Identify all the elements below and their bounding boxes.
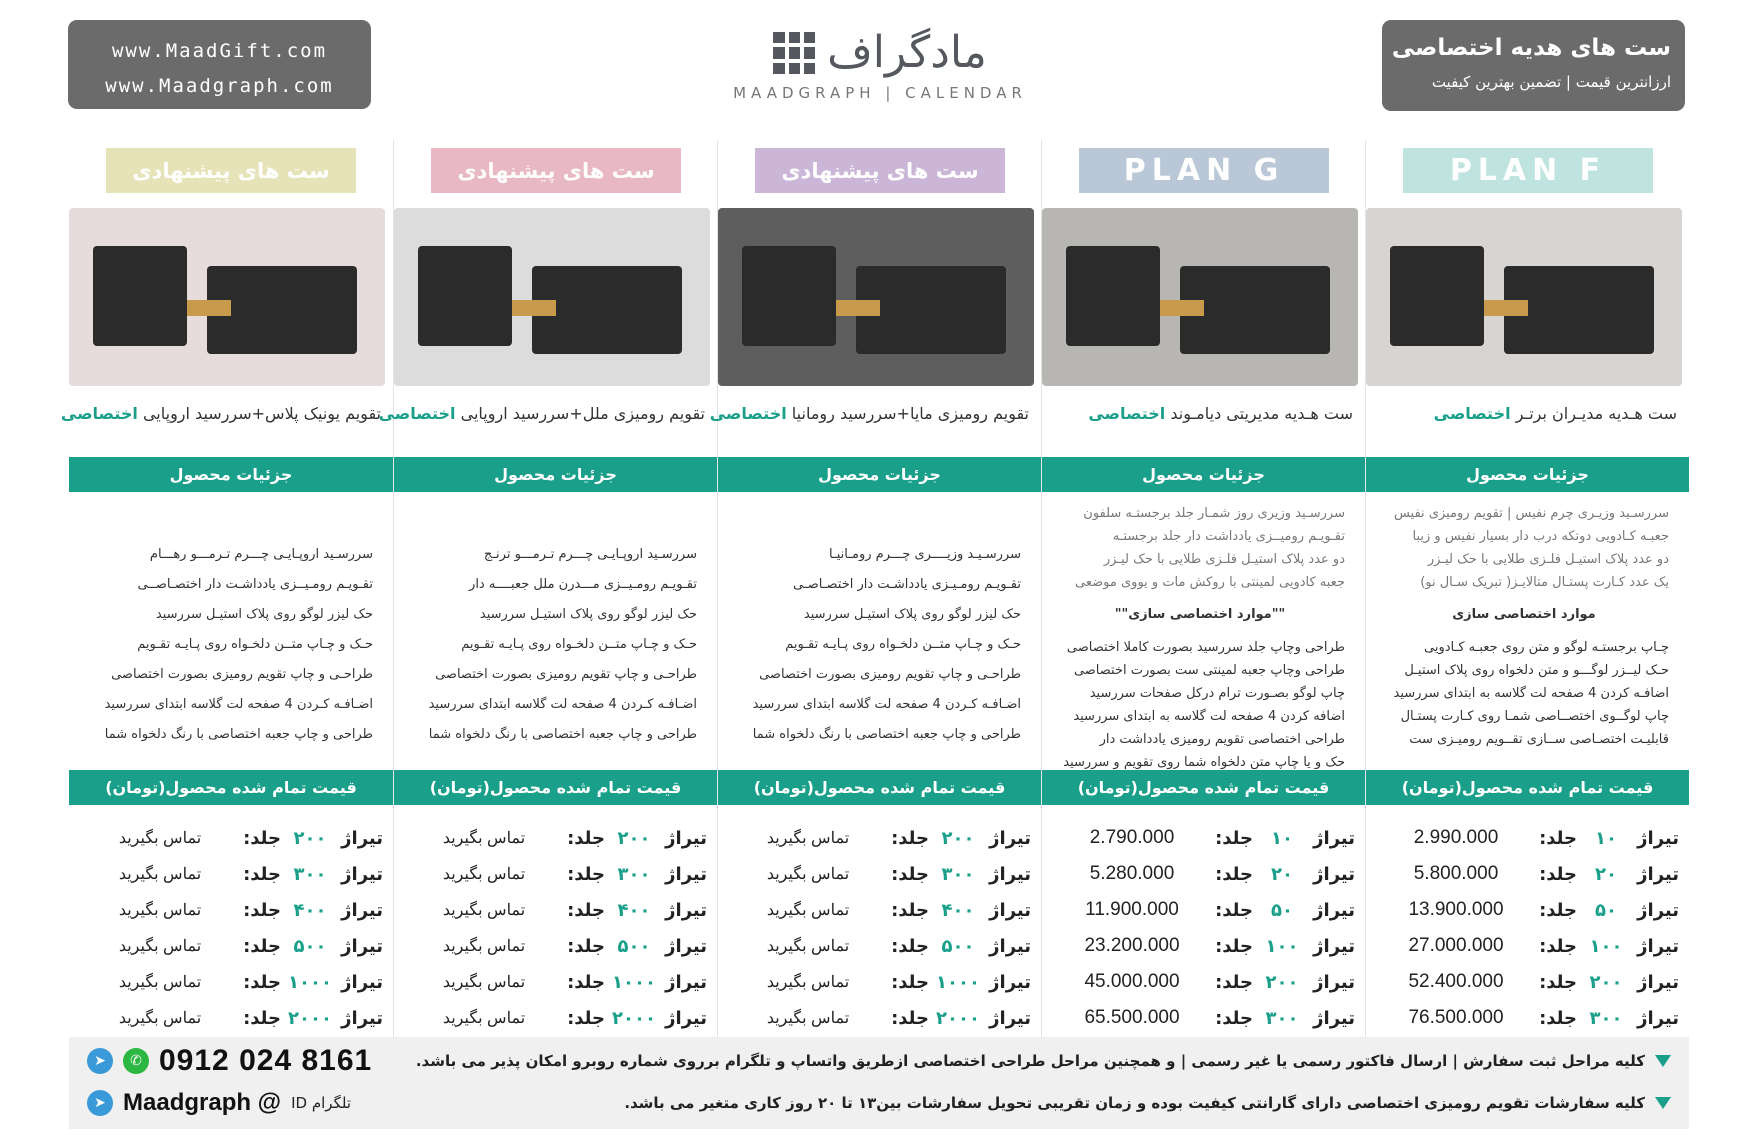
jeld-label: جلد:: [567, 863, 605, 885]
price-row: [731, 856, 1031, 892]
price-value: 52.400.000: [1408, 971, 1504, 992]
price-row: [83, 964, 383, 1000]
tiraj-label: تیراژ: [989, 935, 1031, 957]
product-name: تقویم رومیزی ملل+سررسید اروپایی اختصاصی: [378, 404, 705, 423]
price-row: [1055, 892, 1355, 928]
quantity: ۱۰۰: [1265, 935, 1299, 957]
quantity: ۲۰۰۰: [936, 1007, 980, 1029]
quantity: ۵۰: [1271, 899, 1293, 921]
details-line: حـک و چـاپ متــن دلخـواه روی پـایـه تقـویم: [785, 637, 1021, 652]
tiraj-label: تیراژ: [665, 971, 707, 993]
product-column: [1041, 140, 1365, 1065]
jeld-label: جلد:: [243, 827, 281, 849]
price-row: [1379, 928, 1679, 964]
page-subtitle: ارزانترین قیمت | تضمین بهترین کیفیت: [1431, 73, 1671, 91]
quantity: ۴۰۰: [293, 899, 327, 921]
price-row: [407, 856, 707, 892]
details-line: اضـافـه کـردن 4 صفحه لت گلاسه ابتدای سررسید: [428, 697, 697, 712]
jeld-label: جلد:: [243, 863, 281, 885]
product-details: [83, 502, 373, 750]
jeld-label: جلد:: [891, 1007, 929, 1029]
tiraj-label: تیراژ: [1313, 827, 1355, 849]
product-column: [709, 140, 1041, 1065]
quantity: ۲۰: [1271, 863, 1293, 885]
product-column: [378, 140, 717, 1065]
tiraj-label: تیراژ: [989, 971, 1031, 993]
details-line: اضافـه کردن 4 صفحه لت گلاسه به ابتدای سررسید: [1393, 686, 1669, 701]
product-details: [1379, 502, 1669, 751]
phone-contact: [87, 1041, 372, 1081]
tiraj-label: تیراژ: [341, 899, 383, 921]
quantity: ۳۰۰: [617, 863, 651, 885]
page-title: ست های هدیه اختصاصی: [1391, 35, 1671, 61]
product-name-highlight: اختصاصی: [378, 404, 456, 423]
tiraj-label: تیراژ: [341, 863, 383, 885]
triangle-bullet-icon: [1655, 1055, 1671, 1067]
tiraj-label: تیراژ: [665, 827, 707, 849]
quantity: ۳۰۰: [1589, 1007, 1623, 1029]
jeld-label: جلد:: [567, 1007, 605, 1029]
column-banner: ست های پیشنهادی: [431, 148, 681, 193]
details-header: جزئیات محصول: [718, 457, 1041, 492]
details-line: حـک و چـاپ متــن دلخـواه روی پـایـه تقـویم: [137, 637, 373, 652]
price-row: [83, 820, 383, 856]
price-table: [407, 820, 707, 1036]
quantity: ۵۰: [1595, 899, 1617, 921]
desk-calendar-image: [1390, 246, 1484, 346]
gold-plate-image: [1160, 300, 1204, 316]
details-line: طراحی اختصاصی تقویم رومیزی یادداشت دار: [1099, 732, 1345, 747]
website-link-1[interactable]: www.MaadGift.com: [111, 40, 328, 62]
price-value[interactable]: تماس بگیرید: [442, 830, 526, 847]
details-line: تقـویـم رومـیــزی مـــدرن ملل جعبــــه دار: [469, 577, 697, 592]
jeld-label: جلد:: [1539, 863, 1577, 885]
price-row: [407, 892, 707, 928]
product-details: [731, 502, 1021, 750]
price-value[interactable]: تماس بگیرید: [766, 1010, 850, 1027]
price-value[interactable]: تماس بگیرید: [766, 974, 850, 991]
tiraj-label: تیراژ: [989, 1007, 1031, 1029]
price-value[interactable]: تماس بگیرید: [118, 902, 202, 919]
price-value[interactable]: تماس بگیرید: [442, 866, 526, 883]
tiraj-label: تیراژ: [1313, 971, 1355, 993]
price-row: [731, 892, 1031, 928]
price-value[interactable]: تماس بگیرید: [118, 1010, 202, 1027]
details-intro-line: یک عدد کـارت پستـال متالایـز( تبریک سـال نو): [1420, 575, 1669, 590]
tiraj-label: تیراژ: [989, 899, 1031, 921]
details-line: طراحی وچاپ جلد سررسید بصورت کاملا اختصاصی: [1066, 640, 1345, 655]
price-header: قیمت تمام شده محصول(تومان): [394, 770, 717, 805]
quantity: ۴۰۰: [617, 899, 651, 921]
details-section-title: موارد اختصاصی سازی: [1452, 607, 1596, 622]
details-line: طراحـی و چاپ تقویم رومیزی بصورت اختصاصی: [759, 667, 1021, 682]
price-value: 2.790.000: [1089, 827, 1175, 848]
details-line: چـاپ برجستـه لوگو و متن روی جعبـه کـادویی: [1424, 640, 1669, 655]
product-column: [60, 140, 393, 1065]
price-value: 13.900.000: [1408, 899, 1504, 920]
product-photo: [69, 208, 385, 386]
details-intro-line: دو عدد پلاک استیـل فلـزی طلایی با حک لیـزر: [1103, 552, 1345, 567]
jeld-label: جلد:: [567, 935, 605, 957]
price-value[interactable]: تماس بگیرید: [118, 830, 202, 847]
price-row: [1379, 964, 1679, 1000]
product-name: ست هـدیه مدیـران برتـر اختصاصی: [1433, 404, 1677, 423]
tiraj-label: تیراژ: [1313, 1007, 1355, 1029]
product-name-highlight: اختصاصی: [1433, 404, 1511, 423]
gold-plate-image: [1484, 300, 1528, 316]
tiraj-label: تیراژ: [989, 827, 1031, 849]
tiraj-label: تیراژ: [665, 863, 707, 885]
price-row: [1055, 856, 1355, 892]
website-link-2[interactable]: www.Maadgraph.com: [105, 75, 334, 97]
price-row: [1379, 1000, 1679, 1036]
quantity: ۱۰: [1271, 827, 1293, 849]
price-row: [1055, 964, 1355, 1000]
jeld-label: جلد:: [567, 899, 605, 921]
product-name-highlight: اختصاصی: [1088, 404, 1166, 423]
quantity: ۵۰۰: [293, 935, 327, 957]
price-row: [1055, 928, 1355, 964]
product-name: تقویم رومیزی مایا+سررسید رومانیا اختصاصی: [709, 404, 1029, 423]
quantity: ۲۰۰۰: [288, 1007, 332, 1029]
details-line: اضـافـه کـردن 4 صفحه لت گلاسه ابتدای سررسید: [104, 697, 373, 712]
telegram-icon[interactable]: ➤: [87, 1048, 113, 1074]
logo-wordmark: مادگراف: [827, 27, 987, 78]
price-row: [407, 820, 707, 856]
column-banner: PLAN G: [1079, 148, 1329, 193]
tiraj-label: تیراژ: [1637, 971, 1679, 993]
gold-plate-image: [836, 300, 880, 316]
jeld-label: جلد:: [1539, 827, 1577, 849]
jeld-label: جلد:: [1215, 863, 1253, 885]
price-table: [1379, 820, 1679, 1036]
telegram-icon[interactable]: ➤: [87, 1090, 113, 1116]
price-value: 45.000.000: [1084, 971, 1180, 992]
product-photo: [718, 208, 1034, 386]
product-columns: [60, 140, 1689, 1065]
product-name: تقویم یونیک پلاس+سررسید اروپایی اختصاصی: [60, 404, 381, 423]
quantity: ۱۰۰۰: [288, 971, 332, 993]
price-value[interactable]: تماس بگیرید: [766, 830, 850, 847]
details-line: قابلیـت اختصـاصی ســازی تقــویم رومیـزی ست: [1409, 732, 1669, 747]
phone-number[interactable]: 0912 024 8161: [159, 1044, 373, 1077]
jeld-label: جلد:: [1539, 935, 1577, 957]
quantity: ۲۰۰: [617, 827, 651, 849]
details-line: حک لیزر لوگو روی پلاک استیـل سررسید: [479, 607, 697, 622]
quantity: ۴۰۰: [941, 899, 975, 921]
product-details: [1055, 502, 1345, 774]
quantity: ۲۰۰: [1265, 971, 1299, 993]
jeld-label: جلد:: [1539, 899, 1577, 921]
jeld-label: جلد:: [243, 899, 281, 921]
price-value: 76.500.000: [1408, 1007, 1504, 1028]
gold-plate-image: [512, 300, 556, 316]
details-section-title: ""موارد اختصاصی سازی"": [1114, 607, 1286, 622]
product-name-highlight: اختصاصی: [709, 404, 787, 423]
price-row: [83, 1000, 383, 1036]
details-header: جزئیات محصول: [394, 457, 717, 492]
telegram-contact: [87, 1083, 351, 1123]
details-line: اضـافـه کـردن 4 صفحه لت گلاسه ابتدای سررسید: [752, 697, 1021, 712]
price-row: [731, 820, 1031, 856]
quantity: ۳۰۰: [293, 863, 327, 885]
jeld-label: جلد:: [243, 1007, 281, 1029]
quantity: ۱۰۰: [1589, 935, 1623, 957]
details-line: طراحـی و چاپ تقویم رومیزی بصورت اختصاصی: [111, 667, 373, 682]
quantity: ۲۰۰: [941, 827, 975, 849]
quantity: ۵۰۰: [941, 935, 975, 957]
details-line: طراحـی و چاپ تقویم رومیزی بصورت اختصاصی: [435, 667, 697, 682]
jeld-label: جلد:: [891, 899, 929, 921]
jeld-label: جلد:: [243, 971, 281, 993]
tiraj-label: تیراژ: [341, 935, 383, 957]
price-value[interactable]: تماس بگیرید: [766, 866, 850, 883]
desk-calendar-image: [418, 246, 512, 346]
price-value[interactable]: تماس بگیرید: [118, 974, 202, 991]
product-name-highlight: اختصاصی: [60, 404, 138, 423]
column-banner: PLAN F: [1403, 148, 1653, 193]
price-value: 2.990.000: [1413, 827, 1499, 848]
logo-subtitle: MAADGRAPH | CALENDAR: [733, 84, 1027, 102]
quantity: ۳۰۰: [941, 863, 975, 885]
price-row: [1379, 856, 1679, 892]
details-line: سررسـید اروپـایـی چـــرم تـرمـــو ترنـج: [483, 547, 697, 562]
price-value[interactable]: تماس بگیرید: [118, 938, 202, 955]
jeld-label: جلد:: [1215, 899, 1253, 921]
price-value[interactable]: تماس بگیرید: [442, 1010, 526, 1027]
tiraj-label: تیراژ: [341, 827, 383, 849]
product-name: ست هـدیه مدیریتی دیامـوند اختصاصی: [1088, 404, 1353, 423]
footer-note-2: [624, 1083, 1671, 1123]
grid-logo-icon: [773, 32, 815, 74]
details-line: حک لیزر لوگو روی پلاک استیـل سررسید: [803, 607, 1021, 622]
price-row: [1379, 892, 1679, 928]
details-line: چاپ لوگو بصـورت ترام درکل صفحات سررسید: [1089, 686, 1345, 701]
price-value[interactable]: تماس بگیرید: [442, 902, 526, 919]
price-header: قیمت تمام شده محصول(تومان): [718, 770, 1041, 805]
price-row: [407, 928, 707, 964]
price-value[interactable]: تماس بگیرید: [442, 938, 526, 955]
jeld-label: جلد:: [1215, 1007, 1253, 1029]
quantity: ۲۰: [1595, 863, 1617, 885]
price-row: [1055, 1000, 1355, 1036]
jeld-label: جلد:: [1215, 935, 1253, 957]
price-header: قیمت تمام شده محصول(تومان): [69, 770, 393, 805]
product-photo: [1042, 208, 1358, 386]
details-line: حـک و چـاپ متــن دلخـواه روی پـایـه تقـویم: [461, 637, 697, 652]
details-line: طراحی و چاپ جعبه اختصاصی با رنگ دلخواه شما: [104, 727, 373, 742]
website-box: [68, 20, 371, 109]
price-row: [1055, 820, 1355, 856]
price-row: [83, 892, 383, 928]
details-line: حک لیزر لوگو روی پلاک استیـل سررسید: [155, 607, 373, 622]
quantity: ۱۰: [1595, 827, 1617, 849]
price-value[interactable]: تماس بگیرید: [766, 938, 850, 955]
quantity: ۱۰۰۰: [936, 971, 980, 993]
details-line: چاپ لوگــوی اختصــاصی شمـا روی کـارت پستـال: [1400, 709, 1669, 724]
tiraj-label: تیراژ: [1637, 1007, 1679, 1029]
details-intro-line: سررسـید وزیـری چرم نفیس | تقویم رومیزی نفیس: [1393, 506, 1669, 521]
details-intro-line: جعبـه کـادویی دوتکه درب دار بسیار نفیس و زیبا: [1412, 529, 1669, 544]
price-value: 65.500.000: [1084, 1007, 1180, 1028]
price-value: 27.000.000: [1408, 935, 1504, 956]
details-line: سررسـیـد وزیــــری چـــرم رومـانیـا: [828, 547, 1021, 562]
footer-note-1-text: کلیه مراحل ثبت سفارش | ارسال فاکتور رسمی یا غیر رسمی | و همچنین مراحل طراحی اختصاصی ازطریق واتساپ و تلگرام برروی شماره روبرو امکان پذیر می باشد.: [415, 1052, 1645, 1070]
price-value: 23.200.000: [1084, 935, 1180, 956]
column-banner: ست های پیشنهادی: [106, 148, 356, 193]
price-row: [83, 856, 383, 892]
details-line: تقـویـم رومـیــزی یادداشـت دار اختصـاصــی: [137, 577, 373, 592]
product-column: [1365, 140, 1689, 1065]
telegram-label: ID تلگرام: [291, 1094, 351, 1112]
price-value[interactable]: تماس بگیرید: [766, 902, 850, 919]
desk-calendar-image: [1066, 246, 1160, 346]
price-table: [1055, 820, 1355, 1036]
product-photo: [1366, 208, 1682, 386]
price-row: [731, 964, 1031, 1000]
price-row: [731, 1000, 1031, 1036]
tiraj-label: تیراژ: [1313, 863, 1355, 885]
column-banner: ست های پیشنهادی: [755, 148, 1005, 193]
details-intro-line: جعبه کادویی لمینتی با روکش مات و یووی موضعی: [1075, 575, 1345, 590]
details-line: طراحی و چاپ جعبه اختصاصی با رنگ دلخواه شما: [752, 727, 1021, 742]
details-line: طراحی و چاپ جعبه اختصاصی با رنگ دلخواه شما: [428, 727, 697, 742]
price-row: [407, 1000, 707, 1036]
footer-note-1: [416, 1041, 1671, 1081]
tiraj-label: تیراژ: [665, 899, 707, 921]
tiraj-label: تیراژ: [1637, 827, 1679, 849]
jeld-label: جلد:: [1215, 971, 1253, 993]
price-table: [83, 820, 383, 1036]
footer-note-2-text: کلیه سفارشات تقویم رومیزی اختصاصی دارای گارانتی کیفیت بوده و زمان تقریبی تحویل سفارشات بین۱۳ تا ۲۰ روز کاری متغیر می باشد.: [624, 1094, 1645, 1112]
jeld-label: جلد:: [891, 935, 929, 957]
jeld-label: جلد:: [891, 863, 929, 885]
tiraj-label: تیراژ: [341, 971, 383, 993]
jeld-label: جلد:: [243, 935, 281, 957]
details-line: سررسـید اروپـایـی چـــرم تـرمـــو رهـــام: [149, 547, 373, 562]
quantity: ۲۰۰: [293, 827, 327, 849]
brand-logo: [700, 28, 1060, 113]
tiraj-label: تیراژ: [341, 1007, 383, 1029]
details-header: جزئیات محصول: [69, 457, 393, 492]
price-row: [731, 928, 1031, 964]
price-value[interactable]: تماس بگیرید: [118, 866, 202, 883]
details-intro-line: تقـویـم رومیــزی یادداشت دار جلد برجستـه: [1112, 529, 1345, 544]
price-row: [1379, 820, 1679, 856]
triangle-bullet-icon: [1655, 1097, 1671, 1109]
product-details: [407, 502, 697, 750]
details-header: جزئیات محصول: [1042, 457, 1365, 492]
details-line: حـک لیــزر لوگـــو و متن دلخواه روی پلاک استیـل: [1404, 663, 1669, 678]
price-row: [407, 964, 707, 1000]
details-intro-line: دو عدد پلاک استیـل فلـزی طلایی با حک لیـزر: [1427, 552, 1669, 567]
jeld-label: جلد:: [891, 971, 929, 993]
tiraj-label: تیراژ: [1637, 935, 1679, 957]
tiraj-label: تیراژ: [1637, 899, 1679, 921]
gold-plate-image: [187, 300, 231, 316]
tiraj-label: تیراژ: [665, 935, 707, 957]
price-value: 5.800.000: [1413, 863, 1499, 884]
price-table: [731, 820, 1031, 1036]
details-line: حک و یا چاپ متن دلخواه شما روی تقویم و سررسید: [1063, 755, 1345, 770]
tiraj-label: تیراژ: [989, 863, 1031, 885]
product-photo: [394, 208, 710, 386]
price-header: قیمت تمام شده محصول(تومان): [1366, 770, 1689, 805]
price-row: [83, 928, 383, 964]
details-header: جزئیات محصول: [1366, 457, 1689, 492]
desk-calendar-image: [742, 246, 836, 346]
tiraj-label: تیراژ: [665, 1007, 707, 1029]
jeld-label: جلد:: [567, 827, 605, 849]
price-value: 11.900.000: [1085, 899, 1179, 920]
page-title-box: [1382, 20, 1685, 111]
jeld-label: جلد:: [1539, 971, 1577, 993]
jeld-label: جلد:: [1539, 1007, 1577, 1029]
desk-calendar-image: [93, 246, 187, 346]
whatsapp-icon[interactable]: ✆: [123, 1048, 149, 1074]
tiraj-label: تیراژ: [1313, 935, 1355, 957]
details-line: تقـویـم رومـیـزی یادداشـت دار اختصـاصـی: [793, 577, 1021, 592]
price-value: 5.280.000: [1089, 863, 1175, 884]
quantity: ۳۰۰: [1265, 1007, 1299, 1029]
tiraj-label: تیراژ: [1313, 899, 1355, 921]
jeld-label: جلد:: [891, 827, 929, 849]
quantity: ۱۰۰۰: [612, 971, 656, 993]
quantity: ۲۰۰: [1589, 971, 1623, 993]
quantity: ۵۰۰: [617, 935, 651, 957]
details-intro-line: سررسـید وزیری روز شمـار جلد برجستـه سلفون: [1083, 506, 1345, 521]
footer: [69, 1037, 1689, 1129]
details-line: طراحی وچاپ جعبه لمینتی ست بصورت اختصاصی: [1073, 663, 1345, 678]
jeld-label: جلد:: [1215, 827, 1253, 849]
details-line: اضافه کردن 4 صفحه لت گلاسه به ابتدای سررسید: [1073, 709, 1345, 724]
tiraj-label: تیراژ: [1637, 863, 1679, 885]
price-header: قیمت تمام شده محصول(تومان): [1042, 770, 1365, 805]
jeld-label: جلد:: [567, 971, 605, 993]
telegram-handle[interactable]: Maadgraph @: [123, 1089, 282, 1116]
quantity: ۲۰۰۰: [612, 1007, 656, 1029]
price-value[interactable]: تماس بگیرید: [442, 974, 526, 991]
